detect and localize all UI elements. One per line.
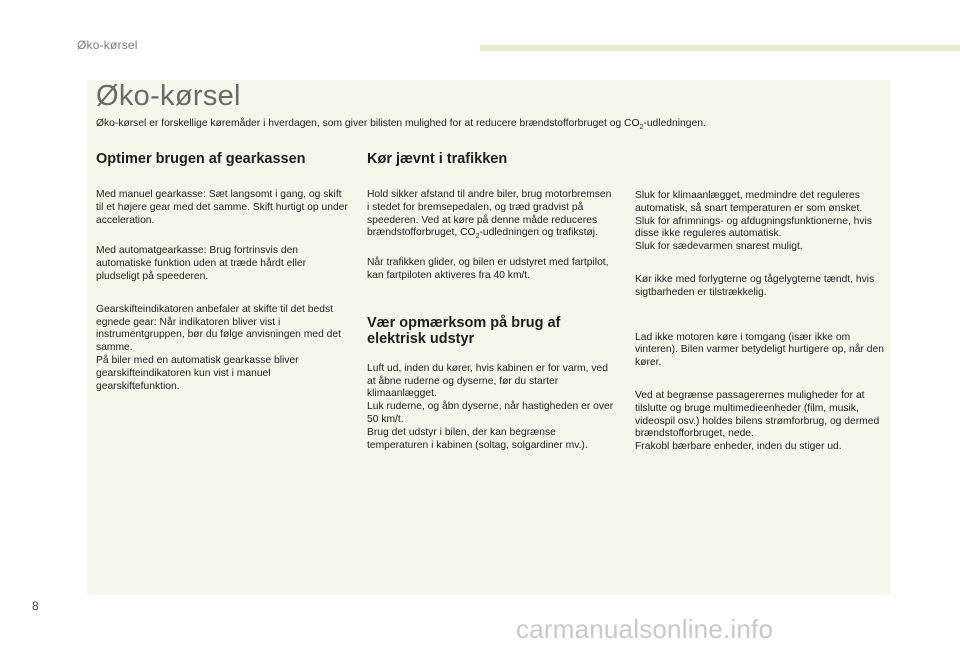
heading-gearbox: Optimer brugen af gearkassen bbox=[96, 151, 306, 167]
heading-traffic: Kør jævnt i trafikken bbox=[367, 151, 508, 167]
column-gearbox bbox=[96, 151, 348, 393]
page-number: 8 bbox=[32, 599, 39, 613]
paragraph-idling: Lad ikke motoren køre i tomgang (især ikke om vinteren). Bilen varmer betydeligt hurtigere op, når den kører. bbox=[635, 331, 884, 369]
paragraph-climate bbox=[635, 190, 887, 254]
watermark: carmanualsonline.info bbox=[516, 614, 774, 644]
multimedia-text-2: Frakobl bærbare enheder, inden du stiger ud. bbox=[635, 441, 842, 453]
column-equipment bbox=[635, 190, 887, 454]
intro-text: Øko-kørsel er forskellige køremåder i hverdagen, som giver bilisten mulighed for at reducere brændstofforbruget og $CO_2$-udledningen. bbox=[96, 118, 706, 132]
paragraph-automatic-gearbox: Med automatgearkasse: Brug fortrinsvis den automatiske funktion uden at træde hårdt eller pludseligt på speederen. bbox=[96, 245, 307, 282]
heading-electrical: Vær opmærksom på brug af elektrisk udstyr bbox=[367, 314, 561, 347]
column-traffic bbox=[367, 151, 615, 452]
paragraph-cruise-control: Når trafikken glider, og bilen er udstyret med fartpilot, kan fartpiloten aktiveres fra 40 km/t. bbox=[367, 257, 609, 282]
gearshift-indicator-text: Gearskifteindikatoren anbefaler at skifte til det bedst egnede gear: Når indikatoren bliver vist i instrumentgruppen, bør du følge anvisningen med det samme. bbox=[96, 303, 341, 354]
paragraph-lights: Kør ikke med forlygterne og tågelygterne tændt, hvis sigtbarheden er tilstrækkelig. bbox=[635, 273, 875, 298]
running-header: Øko-kørsel bbox=[77, 38, 138, 52]
ventilation-text-3: Brug det udstyr i bilen, der kan begrænse temperaturen i kabinen (soltag, solgardiner mv.). bbox=[367, 426, 588, 451]
paragraph-gearshift-indicator bbox=[96, 304, 348, 394]
climate-text-2: Sluk for afrimnings- og afdugningsfunktionerne, hvis disse ikke reguleres automatisk. bbox=[635, 215, 872, 240]
paragraph-ventilation bbox=[367, 363, 615, 453]
paragraph-multimedia bbox=[635, 390, 887, 454]
ventilation-text-2: Luk ruderne, og åbn dyserne, når hastigheden er over 50 km/t. bbox=[367, 401, 614, 426]
paragraph-distance: Hold sikker afstand til andre biler, brug motorbremsen i stedet for bremsepedalen, og træd gradvist på speederen. Ved at køre på denne måde reduceres brændstofforbruget, $CO_2$-udledningen og trafikstøj. bbox=[367, 189, 612, 241]
page-title: Øko-kørsel bbox=[96, 80, 241, 112]
paragraph-manual-gearbox: Med manuel gearkasse: Sæt langsomt i gang, og skift til et højere gear med det samme. Skift hurtigt op under acceleration. bbox=[96, 189, 348, 226]
multimedia-text-1: Ved at begrænse passagerernes muligheder for at tilslutte og bruge multimedieenheder (film, musik, videospil osv.) holdes bilens strømforbrug, og dermed brændstofforbruget, nede. bbox=[635, 389, 880, 440]
climate-text-3: Sluk for sædevarmen snarest muligt. bbox=[635, 241, 803, 253]
ventilation-text-1: Luft ud, inden du kører, hvis kabinen er for varm, ved at åbne ruderne og dyserne, før du starter klimaanlægget. bbox=[367, 362, 608, 400]
climate-text-1: Sluk for klimaanlægget, medmindre det reguleres automatisk, så snart temperaturen er som ønsket. bbox=[635, 190, 863, 214]
gearshift-indicator-auto-text: På biler med en automatisk gearkasse bliver gearskifteindikatoren kun vist i manuel gearskiftefunktion. bbox=[96, 354, 299, 392]
header-accent-bar bbox=[480, 45, 960, 51]
